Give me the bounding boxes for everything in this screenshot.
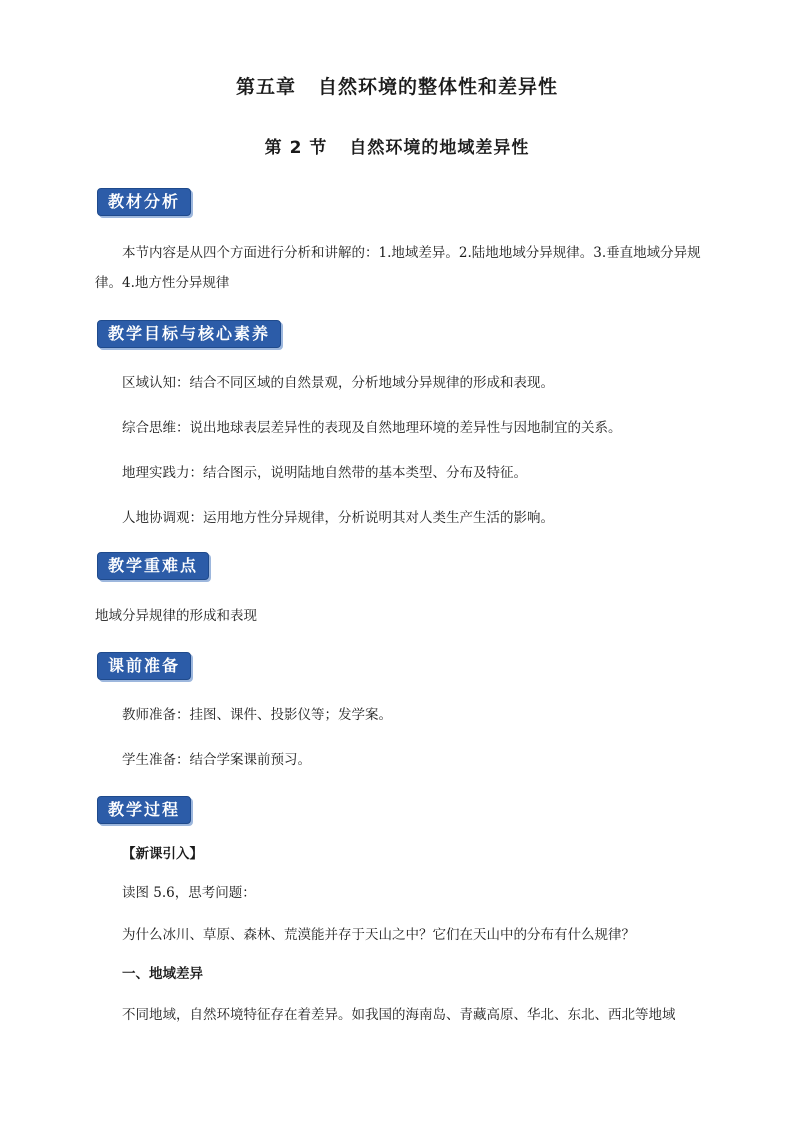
section-number: 第 2 节 xyxy=(264,138,328,158)
goal-item-harmony: 人地协调观：运用地方性分异规律，分析说明其对人类生产生活的影响。 xyxy=(122,510,554,526)
process-line-2: 为什么冰川、草原、森林、荒漠能并存于天山之中？它们在天山中的分布有什么规律？ xyxy=(122,927,635,943)
heading-badge-process: 教学过程 xyxy=(97,796,191,824)
goal-item-practice: 地理实践力：结合图示，说明陆地自然带的基本类型、分布及特征。 xyxy=(122,465,527,481)
section-title xyxy=(0,133,794,158)
section-name: 自然环境的地域差异性 xyxy=(349,138,530,158)
key-points-text: 地域分异规律的形成和表现 xyxy=(95,608,257,624)
analysis-paragraph: 本节内容是从四个方面进行分析和讲解的：1.地域差异。2.陆地地域分异规律。3.垂直地域分异规律。4.地方性分异规律 xyxy=(95,245,701,291)
prep-item-teacher: 教师准备：挂图、课件、投影仪等；发学案。 xyxy=(122,707,392,723)
heading-badge-key-points: 教学重难点 xyxy=(97,552,209,580)
process-line-1: 读图 5.6，思考问题： xyxy=(122,885,256,901)
goal-item-thinking: 综合思维：说出地球表层差异性的表现及自然地理环境的差异性与因地制宜的关系。 xyxy=(122,420,622,436)
heading-badge-goals: 教学目标与核心素养 xyxy=(97,320,281,348)
heading-badge-analysis: 教材分析 xyxy=(97,188,191,216)
chapter-title xyxy=(0,72,794,99)
intro-label: 【新课引入】 xyxy=(122,846,203,862)
prep-item-student: 学生准备：结合学案课前预习。 xyxy=(122,752,311,768)
chapter-name: 自然环境的整体性和差异性 xyxy=(318,76,559,98)
goal-item-region: 区域认知：结合不同区域的自然景观，分析地域分异规律的形成和表现。 xyxy=(122,375,554,391)
chapter-number: 第五章 xyxy=(235,76,296,98)
heading-badge-prep: 课前准备 xyxy=(97,652,191,680)
process-last-line: 不同地域，自然环境特征存在着差异。如我国的海南岛、青藏高原、华北、东北、西北等地域 xyxy=(122,1007,676,1023)
subheading-regional-difference: 一、地域差异 xyxy=(122,966,203,982)
